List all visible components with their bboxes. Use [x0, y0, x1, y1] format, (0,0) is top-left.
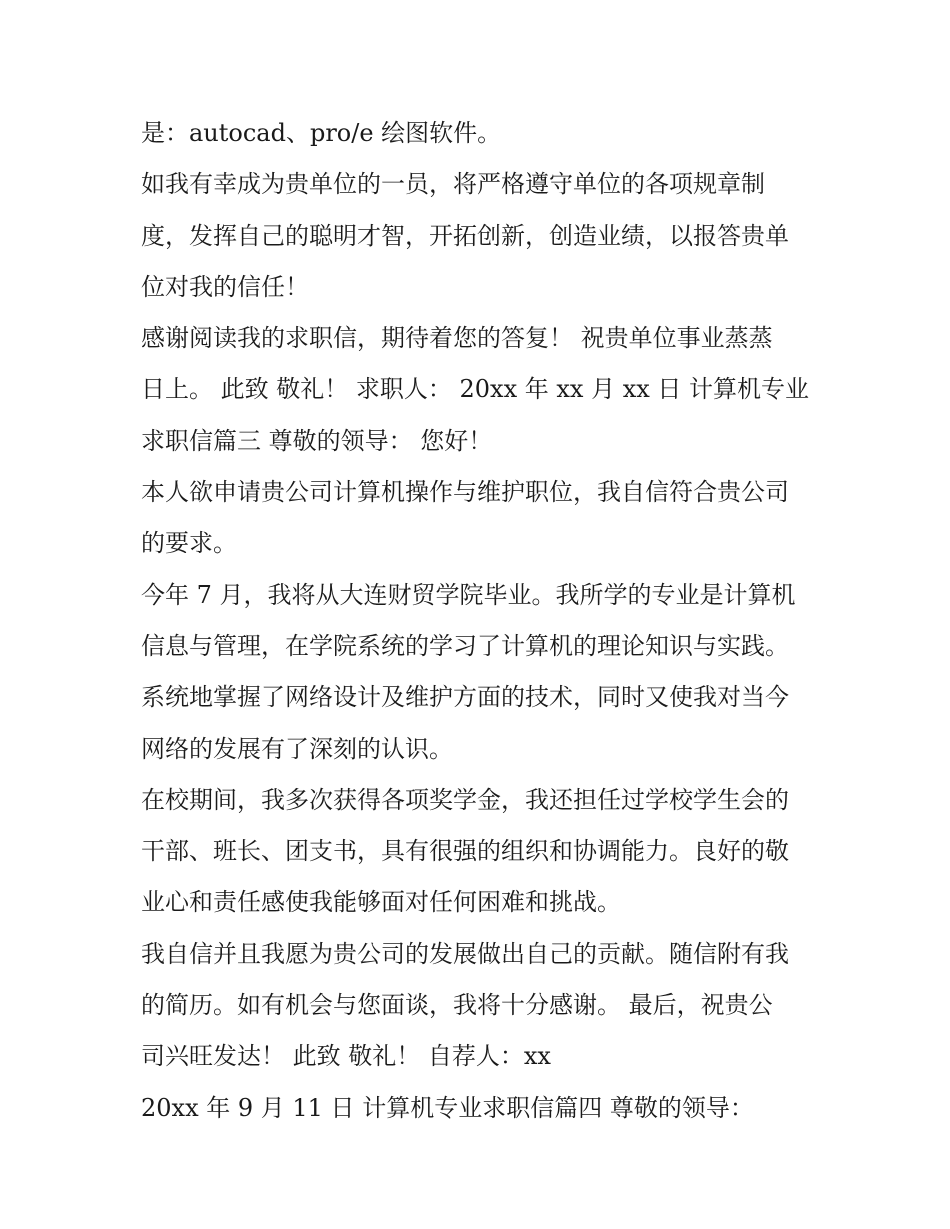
text-line: 干部、班长、团支书，具有很强的组织和协调能力。良好的敬 [141, 837, 789, 866]
text-line: 是：autocad、pro/e 绘图软件。 [141, 119, 502, 147]
text-line: 我自信并且我愿为贵公司的发展做出自己的贡献。随信附有我 [141, 939, 789, 968]
text-line: 感谢阅读我的求职信，期待着您的答复！ 祝贵单位事业蒸蒸 [141, 324, 773, 353]
text-line: 如我有幸成为贵单位的一员，将严格遵守单位的各项规章制 [141, 170, 765, 199]
text-line: 20xx 年 9 月 11 日 计算机专业求职信篇四 尊敬的领导： [141, 1093, 754, 1122]
text-line: 系统地掌握了网络设计及维护方面的技术，同时又使我对当今 [141, 683, 789, 712]
text-line: 业心和责任感使我能够面对任何困难和挑战。 [141, 888, 621, 917]
text-line: 在校期间，我多次获得各项奖学金，我还担任过学校学生会的 [141, 785, 789, 814]
text-line: 本人欲申请贵公司计算机操作与维护职位，我自信符合贵公司 [141, 478, 789, 507]
text-line: 日上。 此致 敬礼！ 求职人： 20xx 年 xx 月 xx 日 计算机专业 [141, 375, 810, 404]
text-line: 司兴旺发达！ 此致 敬礼！ 自荐人：xx [141, 1042, 551, 1071]
text-line: 度，发挥自己的聪明才智，开拓创新，创造业绩，以报答贵单 [141, 221, 789, 250]
text-line: 的要求。 [141, 529, 237, 558]
text-line: 信息与管理，在学院系统的学习了计算机的理论知识与实践。 [141, 631, 789, 660]
document-body [141, 108, 821, 1134]
text-line: 求职信篇三 尊敬的领导： 您好！ [141, 426, 493, 455]
text-line: 今年 7 月，我将从大连财贸学院毕业。我所学的专业是计算机 [141, 580, 796, 609]
text-line: 的简历。如有机会与您面谈，我将十分感谢。 最后，祝贵公 [141, 991, 773, 1020]
text-line: 位对我的信任！ [141, 272, 309, 301]
text-line: 网络的发展有了深刻的认识。 [141, 734, 453, 763]
